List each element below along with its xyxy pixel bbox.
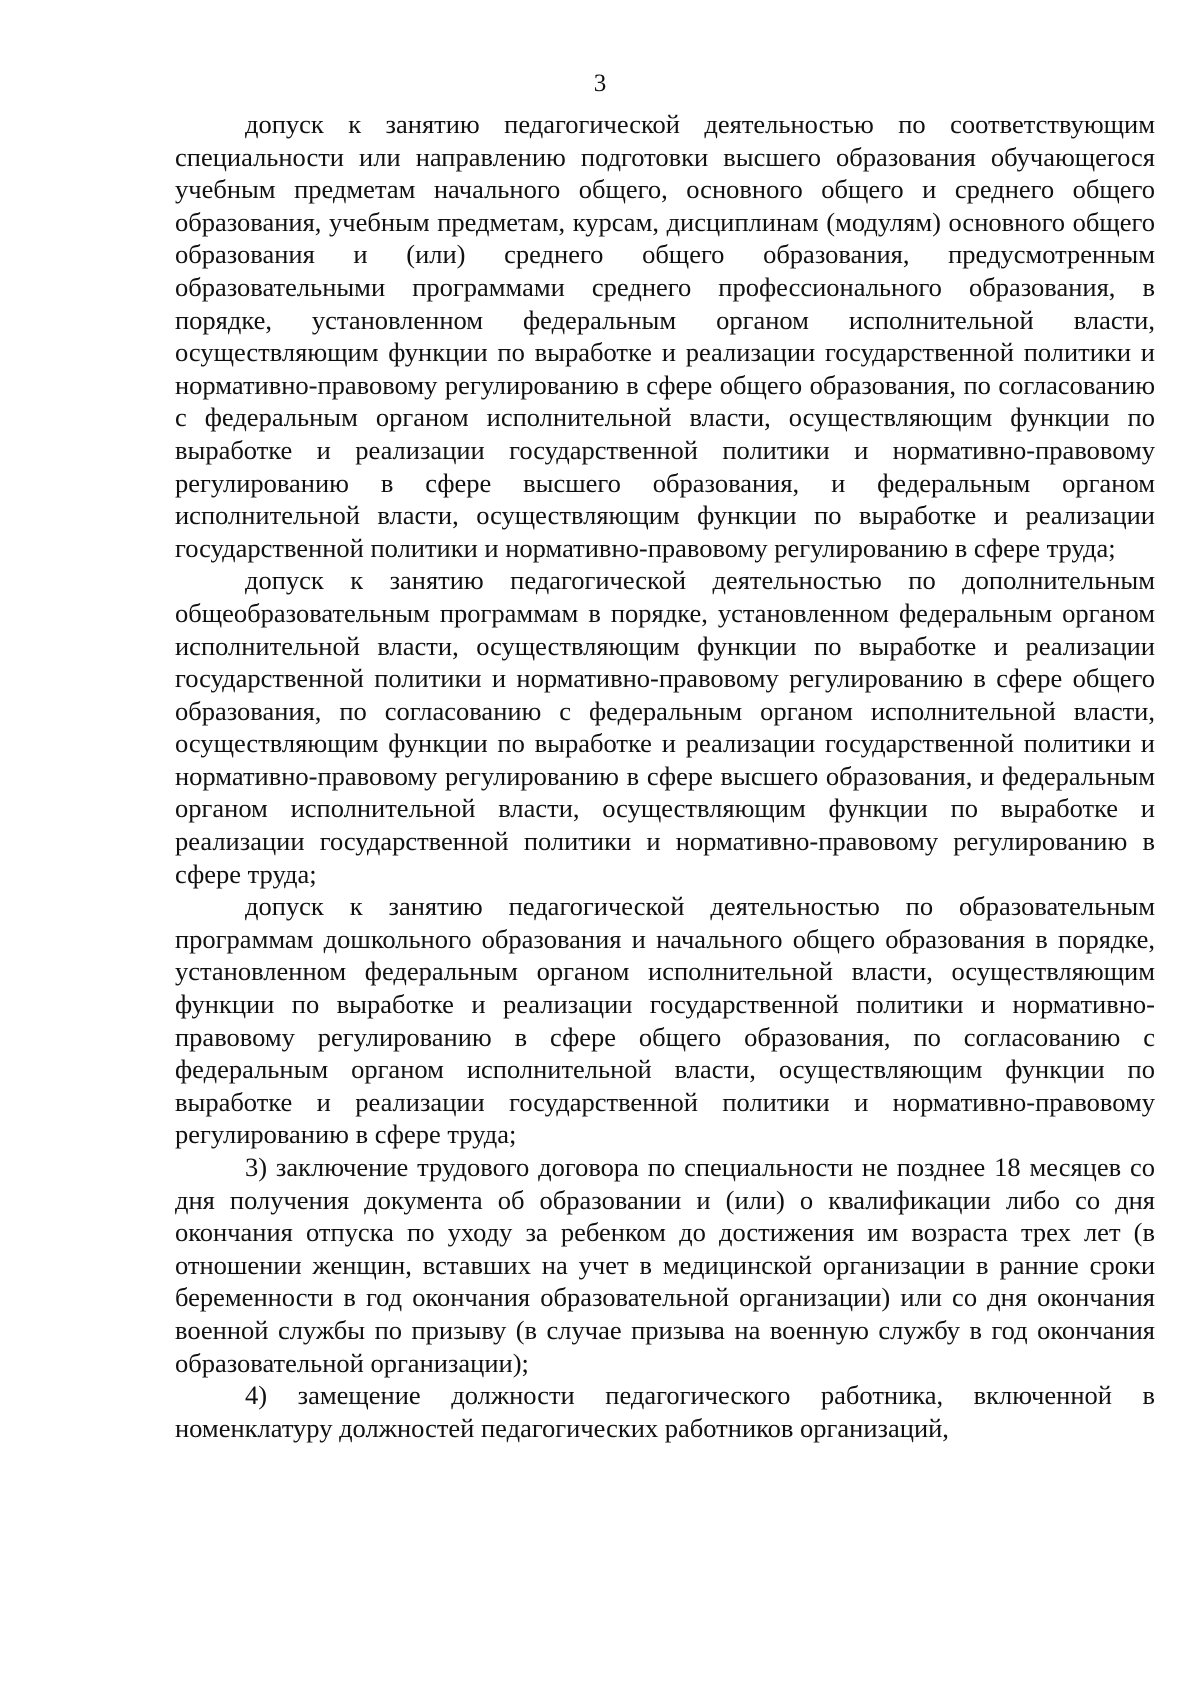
page-number: 3 <box>593 70 607 97</box>
paragraph-admission-subjects: допуск к занятию педагогической деятельностью по соответствующим специальности или направлению подготовки высшего образования обучающегося учебным предметам начального общего, основного общего и среднего общего образования, учебным предметам, курсам, дисциплинам (модулям) основного общего образования и (или) среднего общего образования, предусмотренным образовательными программами среднего профессионального образования, в порядке, установленном федеральным органом исполнительной власти, осуществляющим функции по выработке и реализации государственной политики и нормативно-правовому регулированию в сфере общего образования, по согласованию с федеральным органом исполнительной власти, осуществляющим функции по выработке и реализации государственной политики и нормативно-правовому регулированию в сфере высшего образования, и федеральным органом исполнительной власти, осуществляющим функции по выработке и реализации государственной политики и нормативно-правовому регулированию в сфере труда; <box>175 109 1155 563</box>
document-body <box>175 108 1155 1444</box>
paragraph-admission-preschool: допуск к занятию педагогической деятельностью по образовательным программам дошкольного образования и начального общего образования в порядке, установленном федеральным органом исполнительной власти, осуществляющим функции по выработке и реализации государственной политики и нормативно-правовому регулированию в сфере общего образования, по согласованию с федеральным органом исполнительной власти, осуществляющим функции по выработке и реализации государственной политики и нормативно-правовому регулированию в сфере труда; <box>175 891 1155 1150</box>
paragraph-item-3-employment-contract: 3) заключение трудового договора по специальности не позднее 18 месяцев со дня получения документа об образовании и (или) о квалификации либо со дня окончания отпуска по уходу за ребенком до достижения им возраста трех лет (в отношении женщин, вставших на учет в медицинской организации в ранние сроки беременности в год окончания образовательной организации) или со дня окончания военной службы по призыву (в случае призыва на военную службу в год окончания образовательной организации); <box>175 1152 1155 1378</box>
paragraph-admission-additional-programs: допуск к занятию педагогической деятельностью по дополнительным общеобразовательным программам в порядке, установленном федеральным органом исполнительной власти, осуществляющим функции по выработке и реализации государственной политики и нормативно-правовому регулированию в сфере общего образования, по согласованию с федеральным органом исполнительной власти, осуществляющим функции по выработке и реализации государственной политики и нормативно-правовому регулированию в сфере высшего образования, и федеральным органом исполнительной власти, осуществляющим функции по выработке и реализации государственной политики и нормативно-правовому регулированию в сфере труда; <box>175 565 1155 889</box>
paragraph-item-4-position: 4) замещение должности педагогического работника, включенной в номенклатуру должностей педагогических работников организаций, <box>175 1380 1155 1443</box>
